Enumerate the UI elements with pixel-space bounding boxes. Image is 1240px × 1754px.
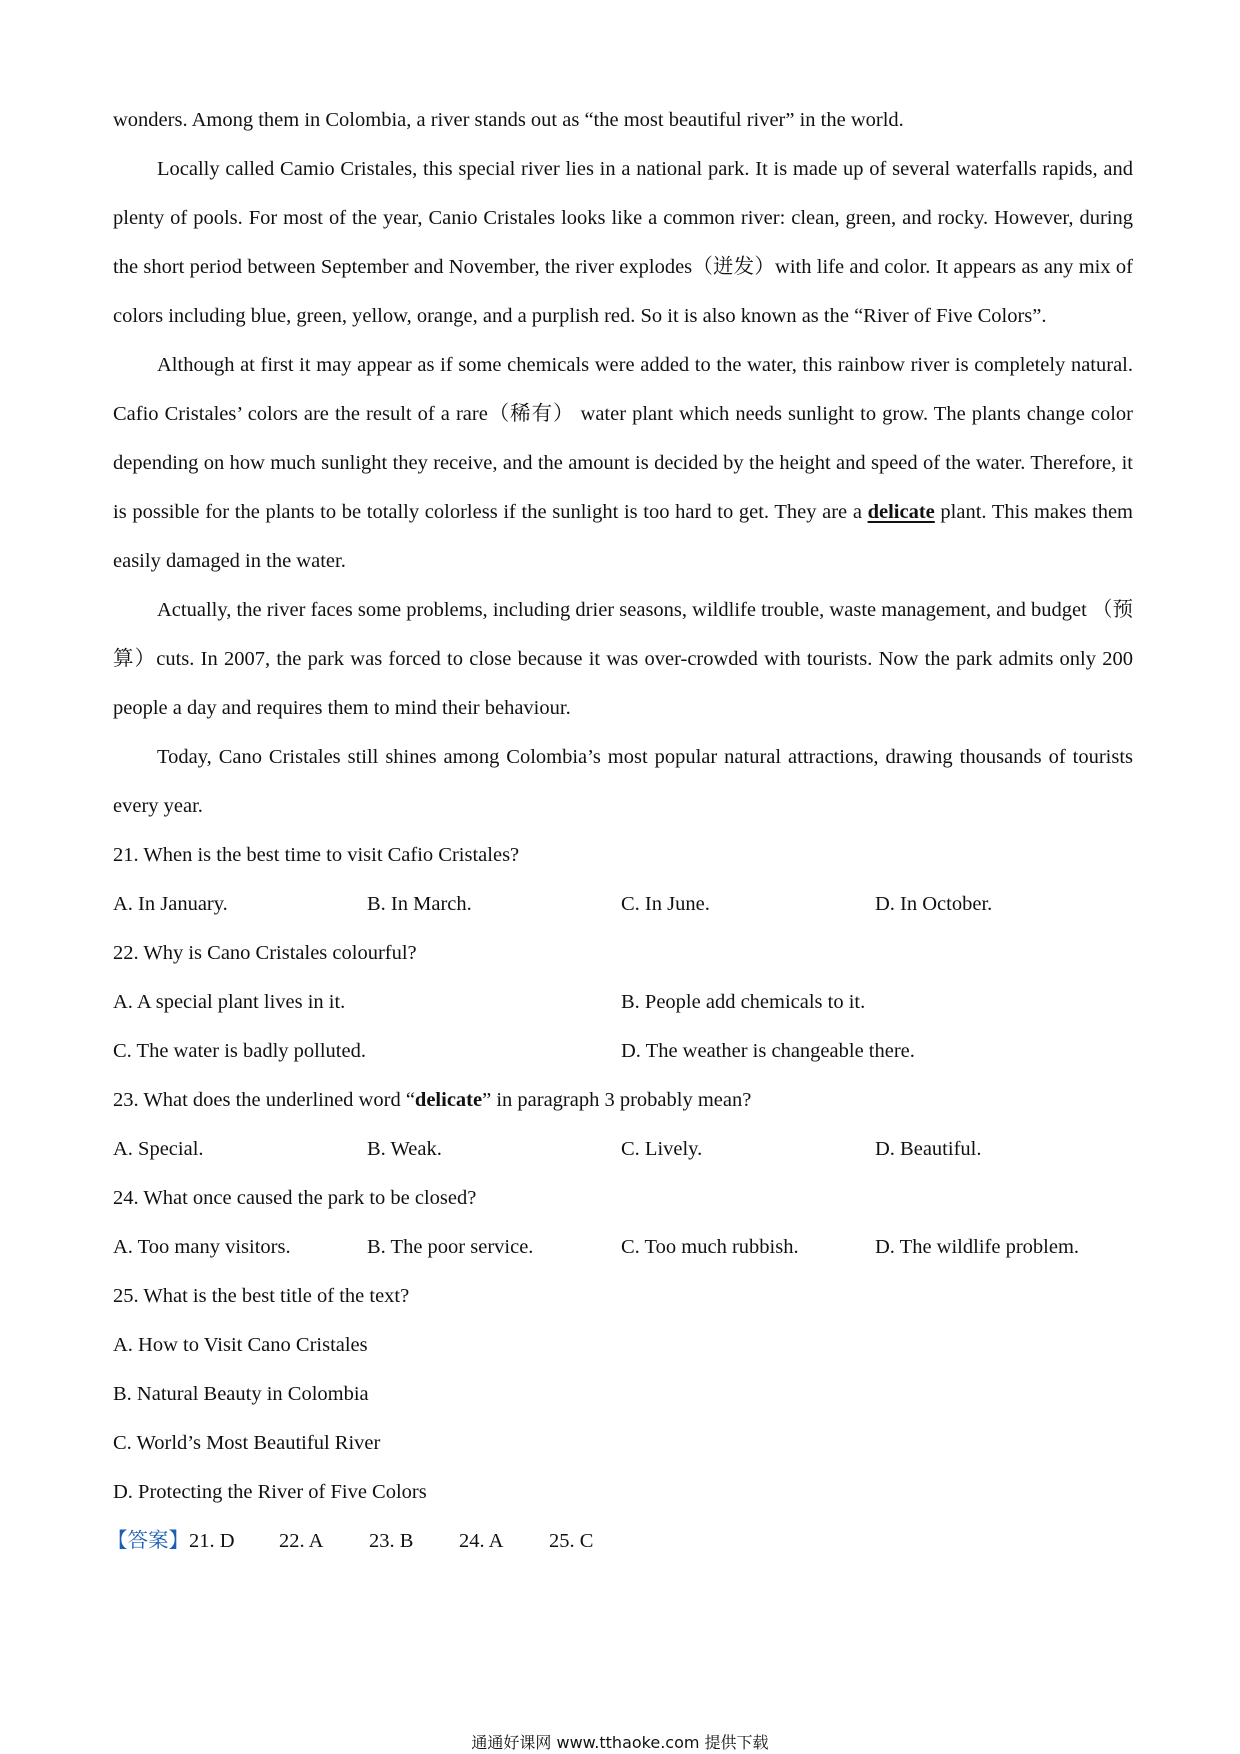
question-23-option-d: D. Beautiful. — [875, 1138, 982, 1160]
question-22-option-c: C. The water is badly polluted. — [113, 1040, 366, 1062]
question-21-option-d: D. In October. — [875, 893, 993, 915]
passage-paragraph-0: wonders. Among them in Colombia, a river stands out as “the most beautiful river” in the world. — [113, 109, 904, 131]
question-21-option-b: B. In March. — [367, 893, 472, 915]
question-23-option-a: A. Special. — [113, 1138, 204, 1160]
underlined-word-delicate: delicate — [867, 501, 935, 523]
question-22-option-b: B. People add chemicals to it. — [621, 991, 866, 1013]
question-23-stem-b: ” in paragraph 3 probably mean? — [482, 1089, 752, 1111]
question-24-option-b: B. The poor service. — [367, 1236, 534, 1258]
question-25-option-c: C. World’s Most Beautiful River — [113, 1432, 381, 1454]
passage-paragraph-2 — [113, 341, 1133, 586]
paragraph-2-text-a: Although at first it may appear as if some chemicals were added to the water, this rainbow river is completely natural. Cafio Cristales’ colors are the result of a rare（稀有） water plant which needs sunlight to grow. The plants change color depending on how much sunlight they receive, and the amount is decided by the height and speed of the water. Therefore, it is possible for the plants to be totally colorless if the sunlight is too hard to get. They are a — [113, 354, 1133, 523]
question-21-options — [113, 880, 1133, 929]
question-23-option-b: B. Weak. — [367, 1138, 442, 1160]
answer-21: 21. D — [189, 1530, 235, 1552]
question-25-option-a: A. How to Visit Cano Cristales — [113, 1334, 368, 1356]
answer-25: 25. C — [549, 1530, 594, 1552]
answer-22: 22. A — [279, 1530, 324, 1552]
question-23-options — [113, 1125, 1133, 1174]
paragraph-2-text-b: plant. This makes them easily damaged in the water. — [113, 501, 1133, 572]
question-21-option-c: C. In June. — [621, 893, 710, 915]
question-21-stem: 21. When is the best time to visit Cafio Cristales? — [113, 844, 520, 866]
passage-paragraph-3: Actually, the river faces some problems, including drier seasons, wildlife trouble, waste management, and budget （预算）cuts. In 2007, the park was forced to close because it was over-crowded with tourists. Now the park admits only 200 people a day and requires them to mind their behaviour. — [113, 599, 1133, 719]
question-24-option-c: C. Too much rubbish. — [621, 1236, 799, 1258]
question-25-stem: 25. What is the best title of the text? — [113, 1285, 410, 1307]
question-23-keyword: delicate — [414, 1089, 483, 1111]
question-23-stem — [113, 1076, 1133, 1125]
question-22-option-d: D. The weather is changeable there. — [621, 1040, 915, 1062]
question-24-option-a: A. Too many visitors. — [113, 1236, 291, 1258]
answer-24: 24. A — [459, 1530, 504, 1552]
question-24-options — [113, 1223, 1133, 1272]
answer-23: 23. B — [369, 1530, 414, 1552]
question-22-options — [113, 978, 1133, 1076]
question-21-option-a: A. In January. — [113, 893, 228, 915]
question-24-stem: 24. What once caused the park to be closed? — [113, 1187, 477, 1209]
answer-key — [107, 1517, 1133, 1566]
question-22-option-a: A. A special plant lives in it. — [113, 991, 346, 1013]
document-page — [107, 96, 1133, 1566]
passage-paragraph-4: Today, Cano Cristales still shines among Colombia’s most popular natural attractions, drawing thousands of tourists every year. — [113, 746, 1133, 817]
page-footer-watermark: 通通好课网 www.tthaoke.com 提供下载 — [471, 1733, 769, 1752]
question-25-option-b: B. Natural Beauty in Colombia — [113, 1383, 369, 1405]
question-22-stem: 22. Why is Cano Cristales colourful? — [113, 942, 417, 964]
answer-tag: 【答案】 — [107, 1530, 189, 1552]
question-23-option-c: C. Lively. — [621, 1138, 703, 1160]
question-23-stem-a: 23. What does the underlined word “ — [113, 1089, 415, 1111]
question-25-option-d: D. Protecting the River of Five Colors — [113, 1481, 427, 1503]
passage-paragraph-1: Locally called Camio Cristales, this special river lies in a national park. It is made up of several waterfalls rapids, and plenty of pools. For most of the year, Canio Cristales looks like a common river: clean, green, and rocky. However, during the short period between September and November, the river explodes（迸发）with life and color. It appears as any mix of colors including blue, green, yellow, orange, and a purplish red. So it is also known as the “River of Five Colors”. — [113, 158, 1133, 327]
question-24-option-d: D. The wildlife problem. — [875, 1236, 1080, 1258]
